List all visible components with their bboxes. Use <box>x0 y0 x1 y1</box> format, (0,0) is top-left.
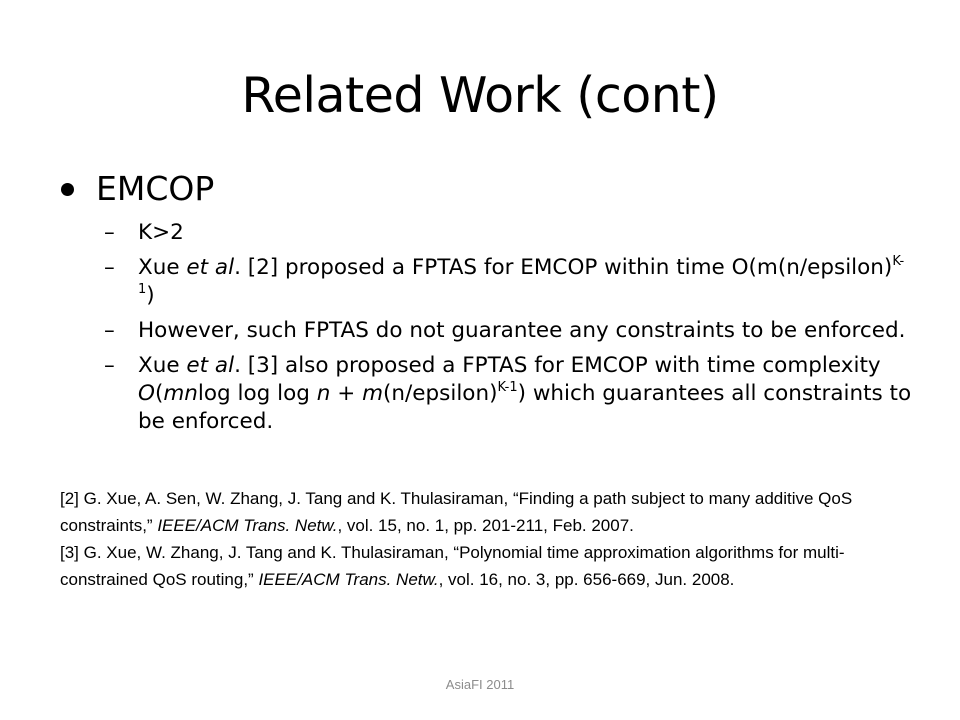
text-run: [3] G. Xue, W. Zhang, J. Tang and K. Thulasiraman, “Polynomial time approximation algorithms for multi-constrained QoS routing,” <box>60 543 845 589</box>
dash-bullet-icon: – <box>104 255 115 280</box>
dash-bullet-icon: – <box>104 318 115 343</box>
sub-bullet-item <box>104 254 914 310</box>
text-run: Xue <box>138 353 187 378</box>
text-run: n <box>316 381 331 406</box>
dash-bullet-icon: – <box>104 353 115 378</box>
text-run: ) which guarantees all constraints to be enforced. <box>138 381 912 434</box>
text-run: + <box>330 381 363 406</box>
text-run: Xue <box>138 255 187 280</box>
text-run: . [3] also proposed a FPTAS for EMCOP with time complexity <box>234 353 881 378</box>
bullet-emcop-text: EMCOP <box>96 169 215 208</box>
text-run: et al <box>186 353 235 378</box>
text-run: IEEE/ACM Trans. Netw. <box>258 570 439 589</box>
slide-title: Related Work (cont) <box>241 67 719 124</box>
text-run: However, such FPTAS do not guarantee any constraints to be enforced. <box>138 318 906 343</box>
text-run: [2] G. Xue, A. Sen, W. Zhang, J. Tang and K. Thulasiraman, “Finding a path subject to many additive QoS constraints,” <box>60 489 853 535</box>
text-run: mn <box>163 381 198 406</box>
text-run: O <box>138 381 155 406</box>
text-run: K-1 <box>497 380 518 395</box>
text-run: (n/epsilon) <box>383 381 498 406</box>
sub-bullet-list <box>104 219 914 443</box>
text-run: log log log <box>197 381 317 406</box>
text-run: IEEE/ACM Trans. Netw. <box>157 516 338 535</box>
sub-bullet-item <box>104 317 914 345</box>
text-run: m <box>362 381 384 406</box>
dash-bullet-icon: – <box>104 220 115 245</box>
text-run: ) <box>146 283 155 308</box>
text-run: , vol. 15, no. 1, pp. 201-211, Feb. 2007. <box>337 516 634 535</box>
bullet-dot-icon <box>61 183 74 196</box>
text-run: K>2 <box>138 220 184 245</box>
sub-bullet-item <box>104 219 914 247</box>
text-run: , vol. 16, no. 3, pp. 656-669, Jun. 2008. <box>438 570 735 589</box>
text-run: . [2] proposed a FPTAS for EMCOP within time O(m(n/epsilon) <box>234 255 893 280</box>
slide-footer: AsiaFI 2011 <box>445 677 515 692</box>
text-run: K-1 <box>138 254 905 297</box>
references <box>60 485 920 593</box>
text-run: ( <box>154 381 164 406</box>
bullet-emcop <box>60 166 214 212</box>
reference-item <box>60 485 920 539</box>
text-run: et al <box>186 255 235 280</box>
reference-item <box>60 539 920 593</box>
sub-bullet-item <box>104 352 914 436</box>
